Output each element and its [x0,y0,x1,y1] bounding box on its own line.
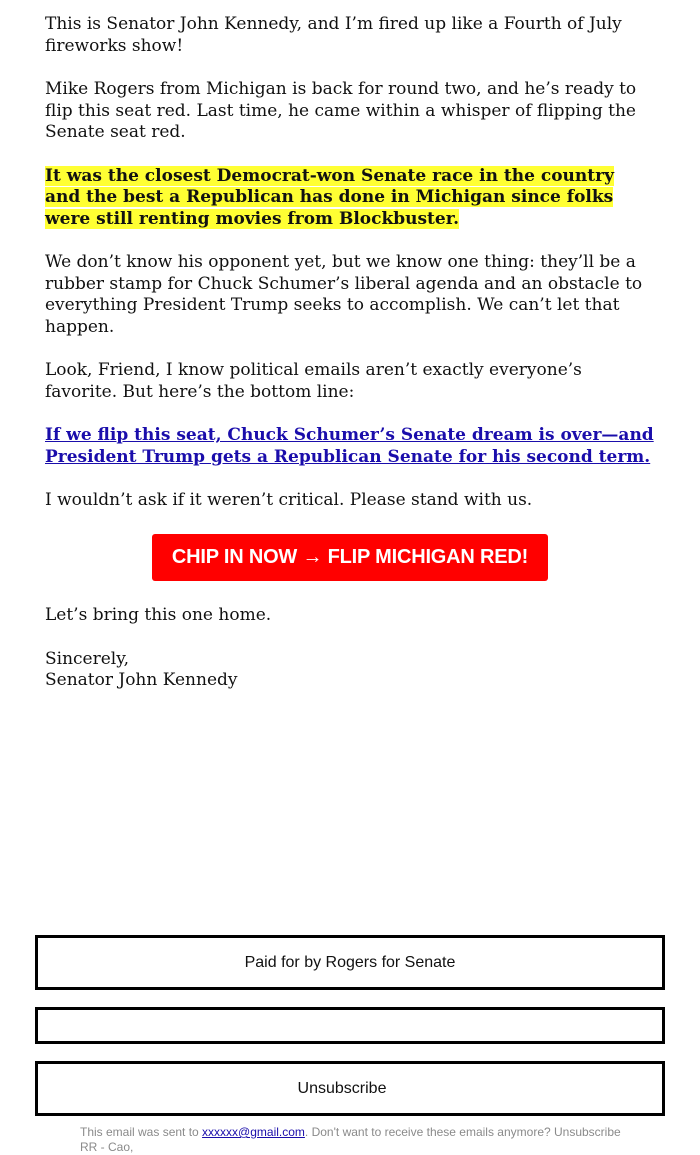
ask-paragraph: I wouldn’t ask if it weren’t critical. Please stand with us. [45,490,533,510]
highlight-paragraph [45,166,655,231]
signature-name: Senator John Kennedy [45,670,238,690]
fine-print-line2: RR - Cao, [80,1140,134,1154]
opponent-paragraph: We don’t know his opponent yet, but we know one thing: they’ll be a rubber stamp for Chuck Schumer’s liberal agenda and an obstacle to everything President Trump seeks to accomplish. We can’t let that happen. [45,252,643,337]
sent-to-prefix: This email was sent to [80,1125,203,1139]
signoff: Sincerely, [45,648,129,669]
chip-in-button[interactable]: CHIP IN NOW → FLIP MICHIGAN RED! [152,534,548,582]
rogers-paragraph: Mike Rogers from Michigan is back for round two, and he’s ready to flip this seat red. Last time, he came within a whisper of flipping the Senate seat red. [45,79,637,142]
empty-footer-box [35,1007,665,1044]
paid-for-text: Paid for by Rogers for Senate [244,954,456,971]
cta-container [45,534,655,582]
fine-print [80,1125,640,1155]
highlighted-text: It was the closest Democrat-won Senate race in the country and the best a Republican has done in Michigan since folks were still renting movies from Blockbuster. [45,165,614,229]
paid-for-box [35,935,665,990]
email-body [45,14,655,692]
callout-link[interactable]: If we flip this seat, Chuck Schumer’s Senate dream is over—and President Trump gets a Republican Senate for his second term. [45,425,654,467]
intro-paragraph: This is Senator John Kennedy, and I’m fired up like a Fourth of July fireworks show! [45,14,622,56]
sent-to-suffix: . Don't want to receive these emails anymore? Unsubscribe [304,1125,621,1139]
closing-paragraph: Let’s bring this one home. [45,605,272,625]
signature [45,649,655,692]
unsubscribe-button[interactable] [35,1061,665,1116]
recipient-email-link[interactable]: xxxxxx@gmail.com [202,1125,305,1139]
unsubscribe-label: Unsubscribe [297,1080,387,1097]
callout-paragraph [45,425,655,468]
look-paragraph: Look, Friend, I know political emails aren’t exactly everyone’s favorite. But here’s the bottom line: [45,360,582,402]
